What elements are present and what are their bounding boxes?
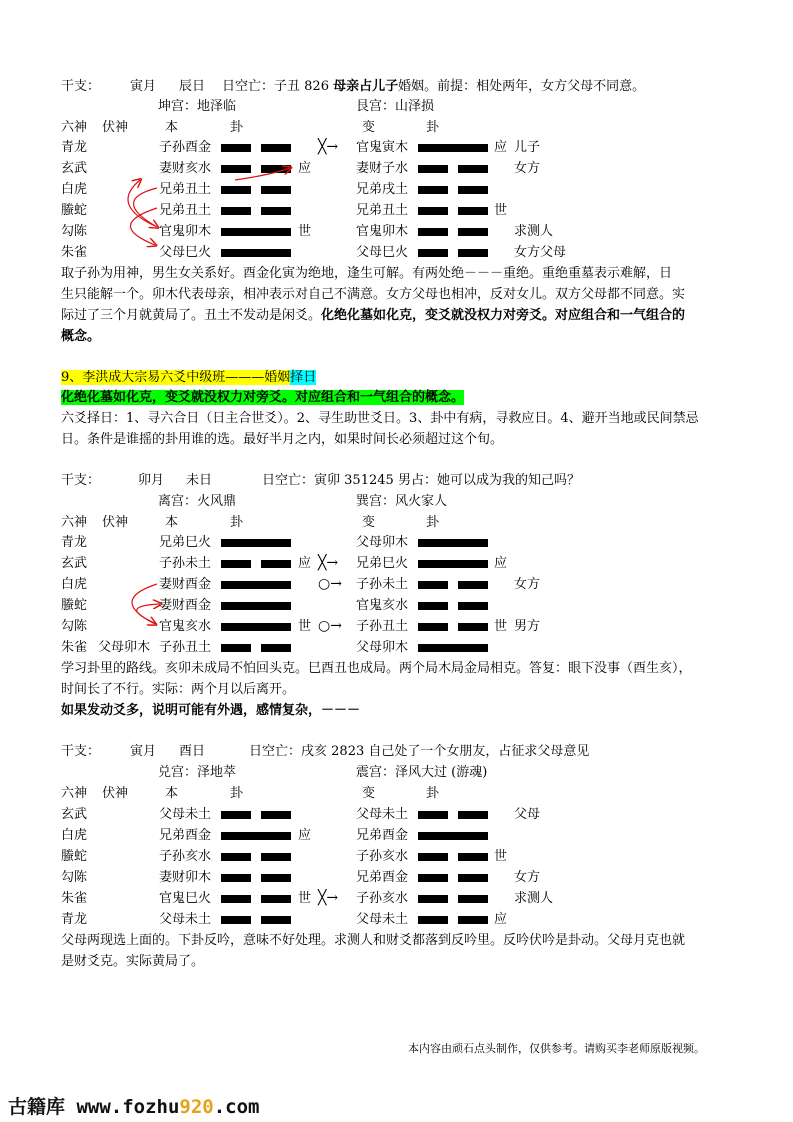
case1-palace-change: 艮宫：山泽损	[356, 99, 435, 114]
col-ben: 本	[165, 786, 179, 801]
bian-yao-label: 官鬼寅木	[356, 140, 409, 155]
col-gua2: 卦	[426, 786, 440, 801]
ben-yao-label: 兄弟丑土	[159, 182, 212, 197]
col-liushen: 六神	[61, 120, 88, 135]
ben-yao-label: 兄弟巳火	[159, 535, 212, 550]
liushen-cell: 勾陈	[61, 870, 88, 885]
topic-rest: 婚姻。前提：相处两年，女方父母不同意。	[398, 79, 646, 94]
col-liushen: 六神	[61, 515, 88, 530]
para3-bold: 化绝化墓如化克，变爻就没权力对旁爻。对应组合和一气组合的	[321, 308, 686, 323]
col-bian: 变	[362, 515, 376, 530]
ben-yao-label: 子孙酉金	[159, 140, 212, 155]
moving-yin-cross-icon: ╳→	[318, 139, 339, 155]
ben-shiying-mark: 应	[298, 828, 312, 843]
case2-bold: 如果发动爻多，说明可能有外遇，感情复杂，－－－	[61, 703, 361, 718]
ben-shiying-mark: 世	[298, 891, 312, 906]
section9-line2: 日。条件是谁摇的卦用谁的选。最好半月之内，如果时间长必须超过这个旬。	[61, 432, 504, 447]
col-bian: 变	[362, 786, 376, 801]
liushen-cell: 勾陈	[61, 224, 88, 239]
liushen-cell: 青龙	[61, 912, 88, 927]
bian-yao-label: 兄弟丑土	[356, 203, 409, 218]
ben-yao-label: 妻财卯木	[159, 870, 212, 885]
case3-month: 寅月	[130, 744, 157, 759]
case-id: 2823	[331, 744, 365, 759]
bian-yao-label: 父母未土	[356, 807, 409, 822]
col-gua2: 卦	[426, 515, 440, 530]
moving-yang-circle-icon: ○→	[318, 576, 342, 592]
fushen-cell: 父母卯木	[98, 640, 151, 655]
brand-domain: .com	[213, 1096, 260, 1118]
arrow-case1-d	[235, 168, 290, 180]
ben-yao-label: 妻财酉金	[159, 577, 212, 592]
case2-month: 卯月	[138, 473, 165, 488]
liushen-cell: 青龙	[61, 535, 88, 550]
ben-yao-label: 子孙丑土	[159, 640, 212, 655]
ben-yao-label: 官鬼亥水	[159, 619, 212, 634]
case3-palace-change: 震宫：泽风大过 (游魂)	[356, 765, 488, 780]
bian-yao-label: 父母卯木	[356, 640, 409, 655]
ben-shiying-mark: 世	[298, 224, 312, 239]
case3-palace-main: 兑宫：泽地萃	[158, 765, 237, 780]
liushen-cell: 玄武	[61, 161, 88, 176]
bian-yao-label: 子孙亥水	[356, 891, 409, 906]
empty-label: 日空亡：戌亥	[249, 744, 328, 759]
bian-yao-label: 父母未土	[356, 912, 409, 927]
ben-yao-label: 妻财亥水	[159, 161, 212, 176]
case-id: 351245	[344, 473, 394, 488]
bian-shiying-mark: 世	[494, 849, 508, 864]
case2-para2: 时间长了不行。实际：两个月以后离开。	[61, 682, 296, 697]
ben-shiying-mark: 应	[298, 161, 312, 176]
ben-yao-label: 子孙未土	[159, 556, 212, 571]
role-note: 男方	[514, 619, 541, 634]
ben-shiying-mark: 世	[298, 619, 312, 634]
para3-normal: 际过了三个月就黄局了。丑土不发动是闲爻。	[61, 308, 322, 323]
liushen-cell: 朱雀	[61, 891, 88, 906]
moving-yang-circle-icon: ○→	[318, 618, 342, 634]
liushen-cell: 勾陈	[61, 619, 88, 634]
title-highlight: 9、李洪成大宗易六爻中级班———婚姻	[61, 370, 291, 385]
col-gua: 卦	[230, 120, 244, 135]
case3-para2: 是财爻克。实际黄局了。	[61, 954, 205, 969]
case2-day: 未日	[186, 473, 213, 488]
moving-yin-cross-icon: ╳→	[318, 555, 339, 571]
section9-line1: 六爻择日：1、寻六合日（日主合世爻）。2、寻生助世爻日。3、卦中有病，寻救应日。4、避开当地或民间禁忌	[61, 411, 699, 426]
liushen-cell: 朱雀	[61, 640, 88, 655]
col-gua: 卦	[230, 786, 244, 801]
case2-palace-main: 离宫：火风鼎	[158, 494, 237, 509]
bian-yao-label: 子孙未土	[356, 577, 409, 592]
liushen-cell: 螣蛇	[61, 849, 88, 864]
role-note: 父母	[514, 807, 541, 822]
moving-yin-cross-icon: ╳→	[318, 890, 339, 906]
case1-para1: 取子孙为用神，男生女关系好。酉金化寅为绝地，逢生可解。有两处绝－－－重绝。重绝重墓表示难解，日	[61, 266, 673, 281]
bian-yao-label: 官鬼卯木	[356, 224, 409, 239]
case1-month: 寅月	[130, 79, 157, 94]
ben-yao-label: 父母巳火	[159, 245, 212, 260]
case2-para1: 学习卦里的路线。亥卯未成局不怕回头克。巳酉丑也成局。两个局木局金局相克。答复：眼下没事（酉生亥），	[61, 661, 692, 676]
bian-yao-label: 妻财子水	[356, 161, 409, 176]
role-note: 女方父母	[514, 245, 567, 260]
ben-yao-label: 父母未土	[159, 912, 212, 927]
bian-yao-label: 官鬼亥水	[356, 598, 409, 613]
role-note: 女方	[514, 870, 541, 885]
col-bian: 变	[362, 120, 376, 135]
green-highlight: 化绝化墓如化克，变爻就没权力对旁爻。对应组合和一气组合的概念。	[61, 390, 465, 405]
role-note: 儿子	[514, 140, 541, 155]
case2-palace-change: 巽宫：风火家人	[356, 494, 448, 509]
bian-shiying-mark: 应	[494, 556, 508, 571]
col-gua2: 卦	[426, 120, 440, 135]
footer-note: 本内容由顽石点头制作，仅供参考。请购买李老师原版视频。	[408, 1042, 705, 1055]
brand-number: 920	[179, 1096, 214, 1118]
brand-text: 古籍库 www.fozhu	[8, 1096, 180, 1118]
case3-para1: 父母两现选上面的。下卦反吟，意味不好处理。求测人和财爻都落到反吟里。反吟伏吟是卦动。父母月克也就	[61, 933, 686, 948]
ben-yao-label: 父母未土	[159, 807, 212, 822]
liushen-cell: 玄武	[61, 556, 88, 571]
col-liushen: 六神	[61, 786, 88, 801]
bold-topic: 母亲占儿子	[333, 79, 399, 94]
ben-yao-label: 官鬼卯木	[159, 224, 212, 239]
case3-day: 酉日	[179, 744, 206, 759]
ben-yao-label: 妻财酉金	[159, 598, 212, 613]
bian-shiying-mark: 应	[494, 912, 508, 927]
bian-yao-label: 兄弟酉金	[356, 828, 409, 843]
col-ben: 本	[165, 120, 179, 135]
bian-yao-label: 父母巳火	[356, 245, 409, 260]
case2-label: 干支：	[61, 473, 101, 488]
bian-yao-label: 子孙亥水	[356, 849, 409, 864]
role-note: 女方	[514, 577, 541, 592]
liushen-cell: 玄武	[61, 807, 88, 822]
ganzhi-label: 干支：	[61, 79, 101, 94]
case-id: 826	[304, 79, 329, 94]
liushen-cell: 螣蛇	[61, 203, 88, 218]
bian-yao-label: 兄弟酉金	[356, 870, 409, 885]
empty-label: 日空亡：寅卯	[262, 473, 341, 488]
bian-shiying-mark: 应	[494, 140, 508, 155]
title-highlight-cyan: 择日	[290, 370, 317, 385]
liushen-cell: 白虎	[61, 577, 88, 592]
case1-palace-main: 坤宫：地泽临	[158, 99, 237, 114]
arrow-case1-c	[128, 180, 155, 226]
bian-yao-label: 子孙丑土	[356, 619, 409, 634]
case1-para4: 概念。	[61, 329, 101, 344]
ben-yao-label: 子孙亥水	[159, 849, 212, 864]
ben-shiying-mark: 应	[298, 556, 312, 571]
case1-para2: 生只能解一个。卯木代表母亲，相冲表示对自己不满意。女方父母也相冲，反对女儿。双方父母都不同意。实	[61, 287, 686, 302]
bian-shiying-mark: 世	[494, 619, 508, 634]
topic-rest: 男占：她可以成为我的知己吗？	[397, 473, 580, 488]
liushen-cell: 白虎	[61, 828, 88, 843]
ben-yao-label: 官鬼巳火	[159, 891, 212, 906]
role-note: 女方	[514, 161, 541, 176]
role-note: 求测人	[514, 891, 554, 906]
bian-yao-label: 父母卯木	[356, 535, 409, 550]
col-fushen: 伏神	[102, 515, 129, 530]
liushen-cell: 螣蛇	[61, 598, 88, 613]
col-fushen: 伏神	[102, 120, 129, 135]
case1-day: 辰日	[179, 79, 206, 94]
bian-shiying-mark: 世	[494, 203, 508, 218]
topic-rest: 自己处了一个女朋友，占征求父母意见	[368, 744, 590, 759]
bian-yao-label: 兄弟巳火	[356, 556, 409, 571]
col-ben: 本	[165, 515, 179, 530]
liushen-cell: 白虎	[61, 182, 88, 197]
liushen-cell: 朱雀	[61, 245, 88, 260]
case3-label: 干支：	[61, 744, 101, 759]
empty-label: 日空亡：子丑	[222, 79, 301, 94]
liushen-cell: 青龙	[61, 140, 88, 155]
ben-yao-label: 兄弟酉金	[159, 828, 212, 843]
col-gua: 卦	[230, 515, 244, 530]
ben-yao-label: 兄弟丑土	[159, 203, 212, 218]
col-fushen: 伏神	[102, 786, 129, 801]
bian-yao-label: 兄弟戌土	[356, 182, 409, 197]
role-note: 求测人	[514, 224, 554, 239]
